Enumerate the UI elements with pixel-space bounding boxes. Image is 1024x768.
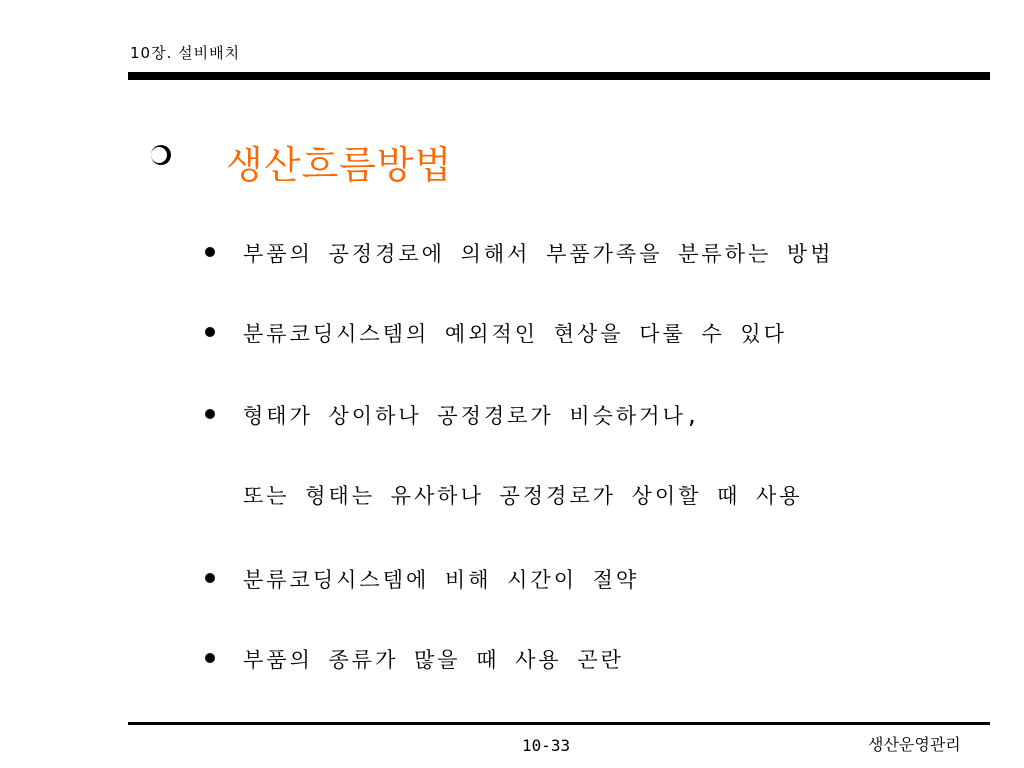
bullet-text: 분류코딩시스템에 비해 시간이 절약	[243, 568, 640, 592]
bullet-dot-icon	[205, 247, 215, 257]
section-header: 10장. 설비배치	[130, 44, 241, 62]
bullet-text: 분류코딩시스템의 예외적인 현상을 다룰 수 있다	[243, 322, 787, 346]
bullet-dot-icon	[205, 653, 215, 663]
bullet-text: 형태가 상이하나 공정경로가 비슷하거나,	[243, 404, 702, 428]
bullet-dot-icon	[205, 409, 215, 419]
bullet-text: 또는 형태는 유사하나 공정경로가 상이할 때 사용	[243, 484, 803, 508]
bullet-text: 부품의 공정경로에 의해서 부품가족을 분류하는 방법	[243, 242, 834, 266]
page-number: 10-33	[522, 736, 571, 755]
footer-label: 생산운영관리	[868, 735, 961, 754]
bottom-divider	[128, 722, 990, 725]
bullet-text: 부품의 종류가 많을 때 사용 곤란	[243, 648, 624, 672]
bullet-dot-icon	[205, 573, 215, 583]
bullet-dot-icon	[205, 327, 215, 337]
slide-title: 생산흐름방법	[226, 143, 453, 187]
